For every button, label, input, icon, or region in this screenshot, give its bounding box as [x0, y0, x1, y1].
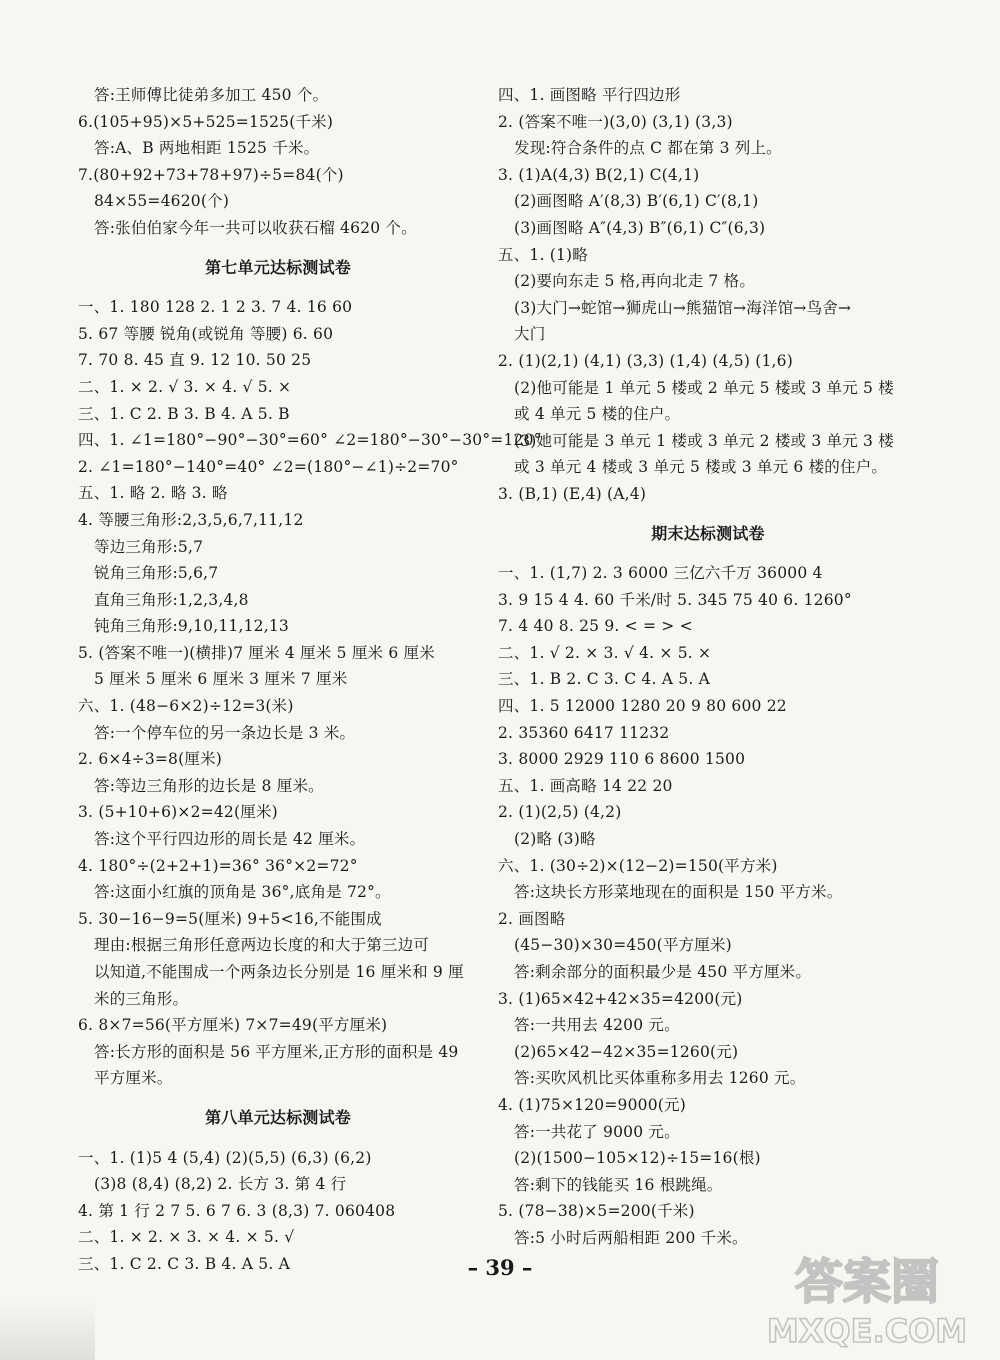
answer-line: 二、1. × 2. × 3. × 4. × 5. √: [78, 1228, 295, 1247]
answer-line: 4. 第 1 行 2 7 5. 6 7 6. 3 (8,3) 7. 060408: [78, 1201, 396, 1220]
answer-line: (2)(1500−105×12)÷15=16(根): [514, 1149, 761, 1168]
answer-line: 答:这面小红旗的顶角是 36°,底角是 72°。: [94, 883, 391, 902]
watermark-chars: 答案圈: [794, 1254, 940, 1310]
section-heading: 第七单元达标测试卷: [205, 257, 351, 277]
answer-line: 答:等边三角形的边长是 8 厘米。: [94, 776, 324, 795]
answer-line: 或 4 单元 5 楼的住户。: [514, 405, 681, 424]
answer-line: 五、1. 略 2. 略 3. 略: [78, 484, 228, 503]
section-spacer: [78, 1132, 478, 1145]
answer-line: 三、1. C 2. B 3. B 4. A 5. B: [78, 404, 290, 423]
answer-line: 大门: [514, 325, 546, 344]
answer-line: 7. 70 8. 45 直 9. 12 10. 50 25: [78, 351, 312, 370]
answer-line: 一、1. (1,7) 2. 3 6000 三亿六千万 36000 4: [498, 564, 823, 583]
answer-line: 四、1. 5 12000 1280 20 9 80 600 22: [498, 697, 787, 716]
answer-line: 3. (5+10+6)×2=42(厘米): [78, 803, 278, 822]
answer-line: 84×55=4620(个): [94, 192, 230, 211]
answer-line: 六、1. (30÷2)×(12−2)=150(平方米): [498, 856, 778, 875]
answer-line: 五、1. (1)略: [498, 245, 588, 264]
answer-line: 答:王师傅比徒弟多加工 450 个。: [94, 86, 329, 104]
answer-line: 答:剩下的钱能买 16 根跳绳。: [514, 1175, 723, 1194]
answer-line: 六、1. (48−6×2)÷12=3(米): [78, 697, 294, 716]
answer-line: 6. 8×7=56(平方厘米) 7×7=49(平方厘米): [78, 1016, 388, 1035]
answer-line: 理由:根据三角形任意两边长度的和大于第三边可: [94, 936, 430, 955]
section-heading: 期末达标测试卷: [651, 523, 765, 543]
answer-line: 7. 4 40 8. 25 9. < = > <: [498, 617, 693, 636]
answer-line: 三、1. C 2. C 3. B 4. A 5. A: [78, 1254, 290, 1273]
answer-line: 直角三角形:1,2,3,4,8: [94, 590, 249, 609]
answer-line: (2)要向东走 5 格,再向北走 7 格。: [514, 272, 756, 291]
answer-line: 答:A、B 两地相距 1525 千米。: [94, 139, 320, 158]
answer-line: (3)画图略 A″(4,3) B″(6,1) C″(6,3): [514, 218, 766, 237]
section-spacer: [498, 547, 918, 560]
answer-line: 6.(105+95)×5+525=1525(千米): [78, 112, 334, 131]
answer-line: 3. 9 15 4 4. 60 千米/时 5. 345 75 40 6. 1260°: [498, 590, 852, 609]
answer-line: 四、1. ∠1=180°−90°−30°=60° ∠2=180°−30°−30°=120°: [78, 431, 542, 450]
answer-line: 4. 等腰三角形:2,3,5,6,7,11,12: [78, 510, 304, 529]
answer-line: 2. 6×4÷3=8(厘米): [78, 750, 223, 769]
answer-line: 答:剩余部分的面积最少是 450 平方厘米。: [514, 963, 812, 981]
answer-line: 答:这块长方形菜地现在的面积是 150 平方米。: [514, 883, 843, 902]
answer-line: 5 厘米 5 厘米 6 厘米 3 厘米 7 厘米: [94, 670, 348, 689]
answer-line: 钝角三角形:9,10,11,12,13: [94, 617, 289, 636]
answer-line: 5. 30−16−9=5(厘米) 9+5<16,不能围成: [78, 909, 382, 928]
answer-line: 答:张伯伯家今年一共可以收获石榴 4620 个。: [94, 218, 417, 237]
answer-line: 3. (1)65×42+42×35=4200(元): [498, 989, 743, 1008]
answer-line: 以知道,不能围成一个两条边长分别是 16 厘米和 9 厘: [94, 963, 464, 981]
answer-line: 锐角三角形:5,6,7: [94, 564, 219, 583]
answer-line: 四、1. 画图略 平行四边形: [498, 86, 681, 104]
answer-line: (45−30)×30=450(平方厘米): [514, 936, 732, 955]
answer-line: 发现:符合条件的点 C 都在第 3 列上。: [514, 139, 782, 158]
answer-line: 答:一共用去 4200 元。: [514, 1016, 680, 1035]
answer-line: 4. (1)75×120=9000(元): [498, 1095, 686, 1114]
answer-line: (2)65×42−42×35=1260(元): [514, 1042, 739, 1061]
answer-line: (2)略 (3)略: [514, 830, 596, 849]
section-spacer: [78, 1092, 478, 1105]
answer-line: 3. (B,1) (E,4) (A,4): [498, 484, 647, 503]
answer-line: 4. 180°÷(2+2+1)=36° 36°×2=72°: [78, 856, 358, 875]
page-number: – 39 –: [467, 1255, 533, 1280]
answer-line: (2)他可能是 1 单元 5 楼或 2 单元 5 楼或 3 单元 5 楼: [514, 378, 894, 397]
section-spacer: [78, 281, 478, 294]
answer-line: (2)画图略 A′(8,3) B′(6,1) C′(8,1): [514, 192, 759, 211]
answer-line: (3)她可能是 3 单元 1 楼或 3 单元 2 楼或 3 单元 3 楼: [514, 431, 894, 450]
answer-line: 答:一共花了 9000 元。: [514, 1122, 680, 1141]
answer-line: 2. 35360 6417 11232: [498, 723, 670, 742]
answer-line: 3. 8000 2929 110 6 8600 1500: [498, 750, 746, 769]
answer-line: 3. (1)A(4,3) B(2,1) C(4,1): [498, 165, 700, 184]
answer-line: 或 3 单元 4 楼或 3 单元 5 楼或 3 单元 6 楼的住户。: [514, 458, 888, 477]
answer-line: 2. ∠1=180°−140°=40° ∠2=(180°−∠1)÷2=70°: [78, 457, 459, 476]
section-heading: 第八单元达标测试卷: [205, 1107, 351, 1127]
answer-line: 一、1. 180 128 2. 1 2 3. 7 4. 16 60: [78, 298, 353, 317]
answer-line: 三、1. B 2. C 3. C 4. A 5. A: [498, 670, 710, 689]
answer-line: 答:一个停车位的另一条边长是 3 米。: [94, 723, 356, 742]
answer-line: 2. (1)(2,1) (4,1) (3,3) (1,4) (4,5) (1,6): [498, 351, 793, 370]
answer-line: 一、1. (1)5 4 (5,4) (2)(5,5) (6,3) (6,2): [78, 1148, 372, 1167]
answer-line: 二、1. √ 2. × 3. √ 4. × 5. ×: [498, 643, 712, 662]
answer-line: 2. 画图略: [498, 909, 566, 928]
answer-line: 米的三角形。: [94, 989, 189, 1008]
answer-line: (3)8 (8,4) (8,2) 2. 长方 3. 第 4 行: [94, 1175, 347, 1194]
watermark-url: MXQE.COM: [766, 1312, 968, 1350]
section-spacer: [498, 508, 918, 521]
answer-line: 答:这个平行四边形的周长是 42 厘米。: [94, 830, 366, 849]
scan-corner-shadow: [0, 1300, 95, 1360]
answer-line: 2. (答案不唯一)(3,0) (3,1) (3,3): [498, 112, 733, 131]
answer-line: 5. (78−38)×5=200(千米): [498, 1202, 695, 1221]
answer-line: 5. 67 等腰 锐角(或锐角 等腰) 6. 60: [78, 324, 334, 343]
section-spacer: [78, 242, 478, 255]
answer-line: 等边三角形:5,7: [94, 537, 204, 556]
answer-line: 五、1. 画高略 14 22 20: [498, 776, 673, 795]
answer-line: 平方厘米。: [94, 1069, 173, 1088]
answer-line: (3)大门→蛇馆→狮虎山→熊猫馆→海洋馆→鸟舍→: [514, 298, 852, 317]
answer-line: 答:5 小时后两船相距 200 千米。: [514, 1228, 748, 1247]
answer-line: 7.(80+92+73+78+97)÷5=84(个): [78, 165, 344, 184]
answer-line: 二、1. × 2. √ 3. × 4. √ 5. ×: [78, 377, 292, 396]
right-answer-column: [498, 82, 918, 1252]
site-watermark-logo: [745, 1242, 990, 1352]
answer-line: 5. (答案不唯一)(横排)7 厘米 4 厘米 5 厘米 6 厘米: [78, 643, 435, 662]
answer-line: 答:买吹风机比买体重称多用去 1260 元。: [514, 1069, 806, 1088]
answer-line: 答:长方形的面积是 56 平方厘米,正方形的面积是 49: [94, 1042, 459, 1061]
answer-line: 2. (1)(2,5) (4,2): [498, 803, 622, 822]
